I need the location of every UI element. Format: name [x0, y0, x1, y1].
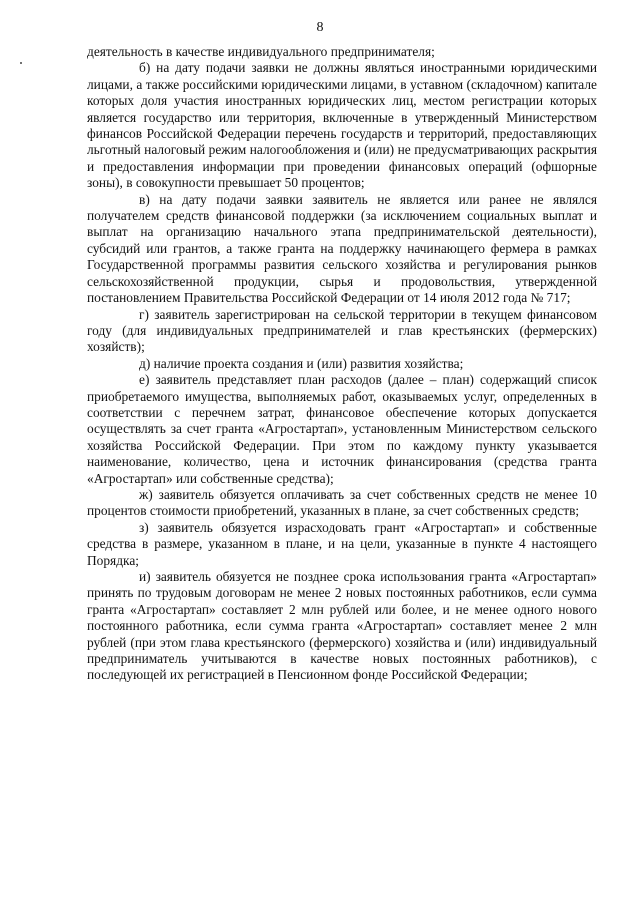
paragraph-item-z: з) заявитель обязуется израсходовать грант «Агростартап» и собственные средства в размере, указанном в плане, и на цели, указанные в пункте 4 настоящего Порядка;	[87, 519, 597, 568]
paragraph-continuation: деятельность в качестве индивидуального предпринимателя;	[87, 44, 435, 59]
document-body	[87, 44, 597, 684]
paragraph-item-zh: ж) заявитель обязуется оплачивать за счет собственных средств не менее 10 процентов стоимости приобретений, указанных в плане, за счет собственных средств;	[87, 486, 597, 519]
paragraph-item-d: д) наличие проекта создания и (или) развития хозяйства;	[139, 355, 464, 371]
paragraph-item-b: б) на дату подачи заявки не должны являться иностранными юридическими лицами, а также российскими юридическими лицами, в уставном (складочном) капитале которых доля участия иностранных юридических лиц, местом регистрации которых является государство или территория, включенные в утвержденный Министерством финансов Российской Федерации перечень государств и территорий, предоставляющих льготный налоговый режим налогообложения и (или) не предусматривающих раскрытия и предоставления информации при проведении финансовых операций (офшорные зоны), в совокупности превышает 50 процентов;	[87, 60, 597, 191]
paragraph-item-i: и) заявитель обязуется не позднее срока использования гранта «Агростартап» принять по трудовым договорам не менее 2 новых постоянных работников, если сумма гранта «Агростартап» составляет 2 млн рублей или более, и не менее одного нового постоянного работника, если сумма гранта «Агростартап» составляет менее 2 млн рублей (при этом глава крестьянского (фермерского) хозяйства и (или) индивидуальный предприниматель учитываются в качестве новых постоянных работников), с последующей их регистрацией в Пенсионном фонде Российской Федерации;	[87, 569, 597, 683]
scan-speck	[20, 62, 22, 64]
paragraph-item-v: в) на дату подачи заявки заявитель не является или ранее не являлся получателем средств финансовой поддержки (за исключением социальных выплат и выплат на организацию начального этапа предпринимательской деятельности), субсидий или грантов, а также гранта на поддержку начинающего фермера в рамках Государственной программы развития сельского хозяйства и регулирования рынков сельскохозяйственной продукции, сырья и продовольствия, утвержденной постановлением Правительства Российской Федерации от 14 июля 2012 года № 717;	[87, 191, 597, 306]
paragraph-item-e: е) заявитель представляет план расходов (далее – план) содержащий список приобретаемого имущества, выполняемых работ, оказываемых услуг, определенных в соответствии с перечнем затрат, финансовое обеспечение которых допускается осуществлять за счет гранта «Агростартап», установленным Министерством сельского хозяйства Российской Федерации. При этом по каждому пункту указывается наименование, количество, цена и источник финансирования (средства гранта «Агростартап» или собственные средства);	[87, 372, 597, 486]
paragraph-item-g: г) заявитель зарегистрирован на сельской территории в текущем финансовом году (для индивидуальных предпринимателей и глав крестьянских (фермерских) хозяйств);	[87, 306, 597, 355]
page-number: 8	[316, 20, 324, 35]
